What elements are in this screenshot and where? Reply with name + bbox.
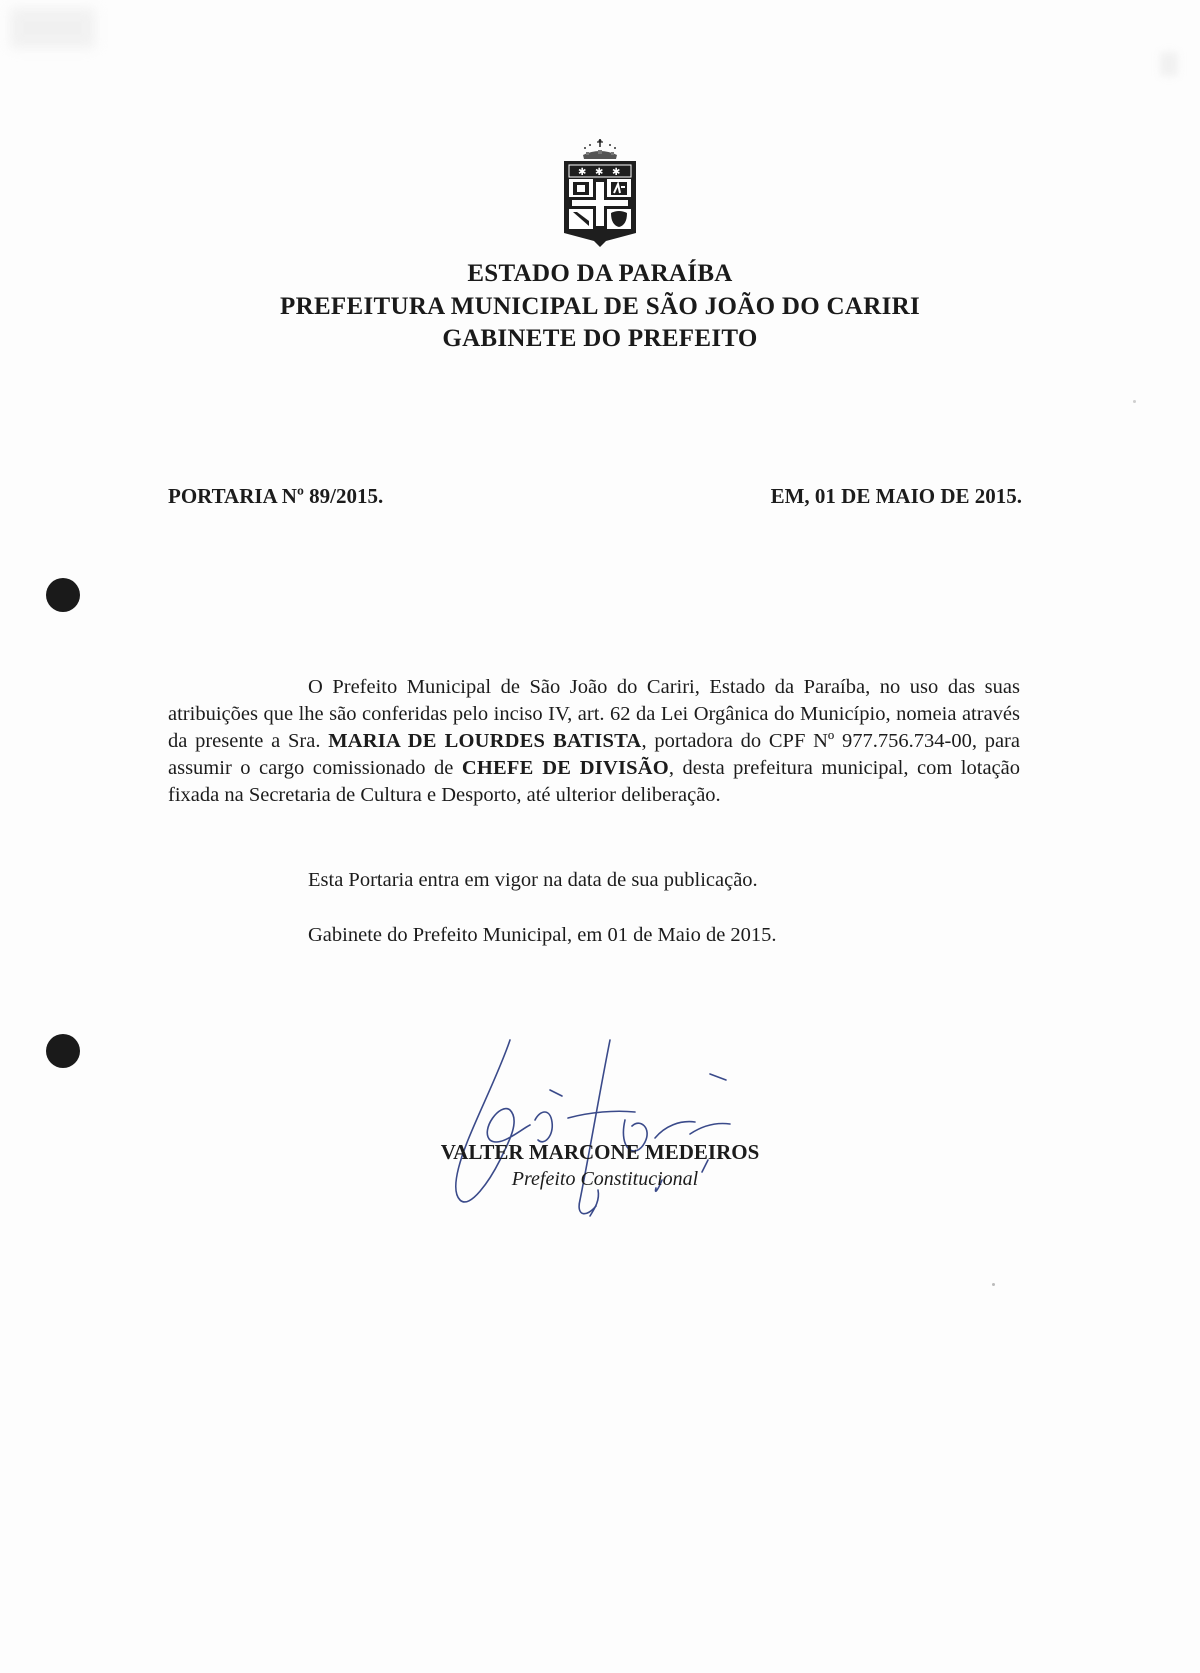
body-paragraph-nomination xyxy=(168,674,1020,809)
body-paragraph-closing: Gabinete do Prefeito Municipal, em 01 de Maio de 2015. xyxy=(308,924,777,946)
signer-title: Prefeito Constitucional xyxy=(511,1168,699,1190)
body-paragraph-effective: Esta Portaria entra em vigor na data de sua publicação. xyxy=(308,869,758,891)
appointed-role: CHEFE DE DIVISÃO xyxy=(461,757,669,779)
paragraph-text: , portadora do CPF Nº 977.756.734-00, para assumir o cargo comissionado de xyxy=(168,730,1020,779)
signer-name: VALTER MARCONE MEDEIROS xyxy=(440,1140,760,1164)
document-date: EM, 01 DE MAIO DE 2015. xyxy=(770,484,1022,508)
header-office: GABINETE DO PREFEITO xyxy=(442,325,758,352)
appointee-name: MARIA DE LOURDES BATISTA xyxy=(328,730,642,752)
punch-hole xyxy=(46,1034,80,1068)
paragraph-text: O Prefeito Municipal de São João do Cariri, Estado da Paraíba, no uso das suas atribuições que lhe são conferidas pelo inciso IV, art. 62 da Lei Orgânica do Município, nomeia através da presente a Sra. xyxy=(168,676,1020,752)
scan-mark xyxy=(1160,52,1178,76)
scan-speck xyxy=(992,1283,995,1286)
municipal-coat-of-arms-icon xyxy=(550,135,650,255)
scan-smudge xyxy=(10,8,95,48)
svg-text:✱: ✱ xyxy=(578,167,587,178)
document-number: PORTARIA Nº 89/2015. xyxy=(168,484,384,508)
paragraph-text: , desta prefeitura municipal, com lotação fixada na Secretaria de Cultura e Desporto, até ulterior deliberação. xyxy=(168,757,1020,806)
svg-text:✱: ✱ xyxy=(612,167,621,178)
header-state: ESTADO DA PARAÍBA xyxy=(467,260,733,287)
header-municipality: PREFEITURA MUNICIPAL DE SÃO JOÃO DO CARIRI xyxy=(280,293,920,320)
svg-text:✱: ✱ xyxy=(595,167,604,178)
punch-hole xyxy=(46,578,80,612)
handwritten-signature-icon xyxy=(440,1030,790,1230)
scan-speck xyxy=(1133,400,1136,403)
